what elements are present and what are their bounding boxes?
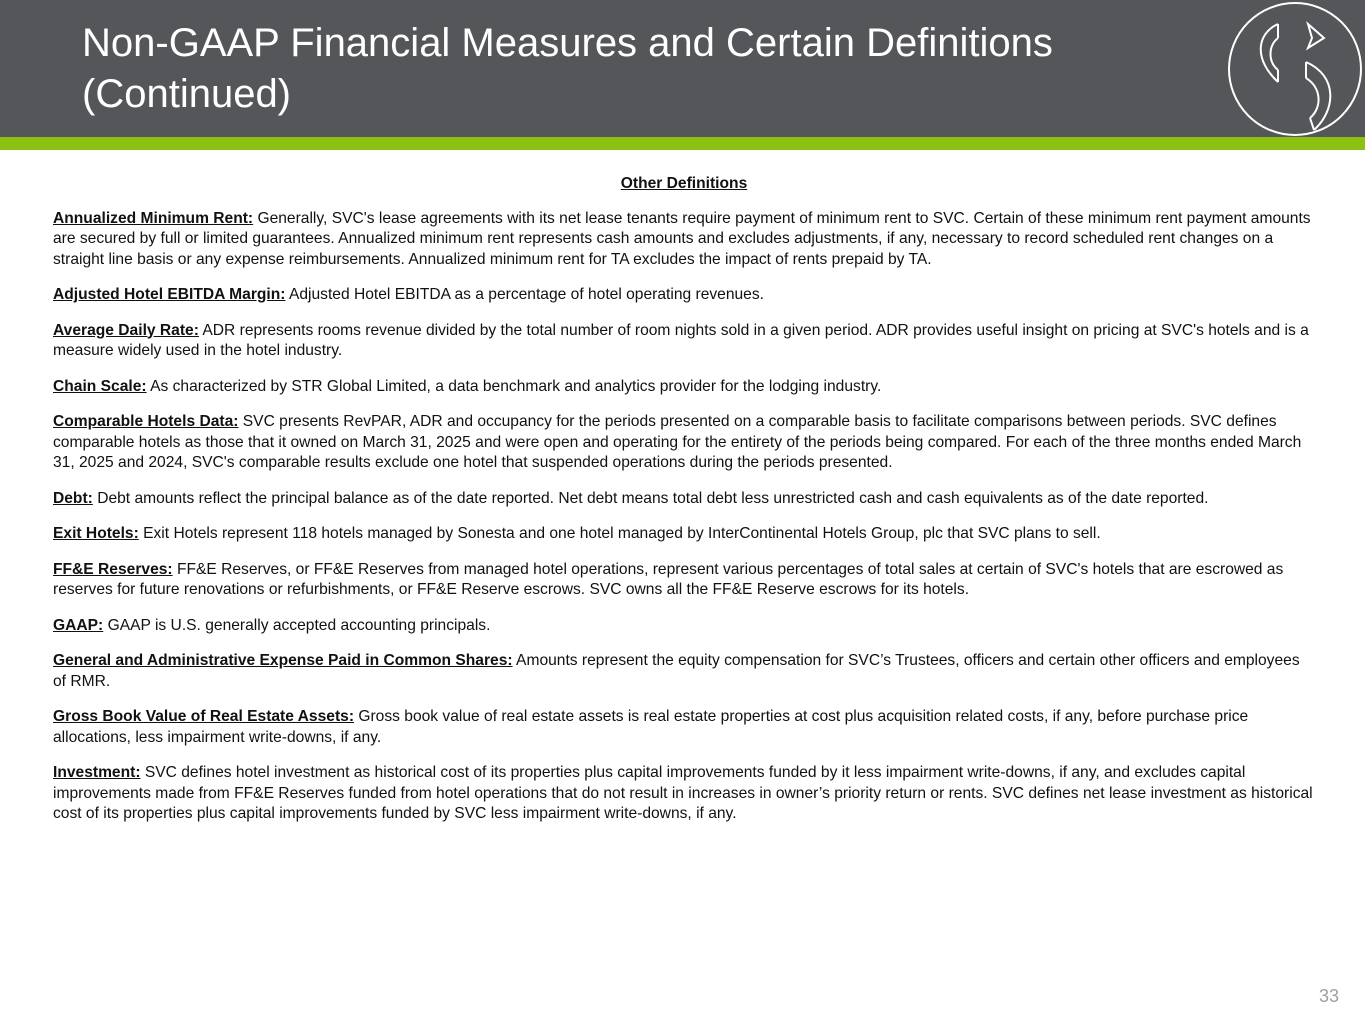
page-title: Non-GAAP Financial Measures and Certain Definitions (Continued) [82,21,1053,116]
definition-text: Generally, SVC's lease agreements with its net lease tenants require payment of minimum rent to SVC. Certain of these minimum rent payment amounts are secured by full or limited guarantees. Annualized minimum rent represents cash amounts and excludes adjustments, if any, necessary to record scheduled rent changes on a straight line basis or any expense reimbursements. Annualized minimum rent for TA excludes the impact of rents prepaid by TA. [53,209,1311,268]
definition-term: FF&E Reserves: [53,560,173,578]
definition-text: GAAP is U.S. generally accepted accounting principals. [103,616,491,634]
definition-text: ADR represents rooms revenue divided by the total number of room nights sold in a given period. ADR provides useful insight on pricing at SVC's hotels and is a measure widely used in the hotel industry. [53,321,1309,359]
definition-term: Investment: [53,764,141,781]
definition-debt [53,489,1315,510]
definition-term: General and Administrative Expense Paid in Common Shares: [53,652,513,669]
definitions-content [53,174,1315,840]
definition-average-daily-rate [53,321,1315,362]
definition-exit-hotels [53,524,1315,545]
definition-ffe-reserves [53,560,1315,601]
definition-term: Debt: [53,489,93,507]
definition-investment [53,763,1315,825]
svc-s-logo-icon [1226,0,1365,137]
definition-text: As characterized by STR Global Limited, a data benchmark and analytics provider for the lodging industry. [146,377,882,395]
definition-adjusted-hotel-ebitda-margin [53,285,1315,306]
definition-gaap [53,616,1315,637]
page-number: 33 [1318,986,1339,1006]
definition-term: GAAP: [53,616,104,634]
definition-text: SVC presents RevPAR, ADR and occupancy for the periods presented on a comparable basis to facilitate comparisons between periods. SVC defines comparable hotels as those that it owned on March 31, 2025 and were open and operating for the entirety of the periods being compared. For each of the three months ended March 31, 2025 and 2024, SVC's comparable results exclude one hotel that suspended operations during the periods presented. [53,413,1302,471]
definition-text: SVC defines hotel investment as historical cost of its properties plus capital improvements funded by it less impairment write-downs, if any, and excludes capital improvements made from FF&E Reserves funded from hotel operations that do not result in increases in owner’s priority return or rents. SVC defines net lease investment as historical cost of its properties plus capital improvements funded by SVC less impairment write-downs, if any. [53,764,1313,822]
definition-text: Gross book value of real estate assets is real estate properties at cost plus acquisition related costs, if any, before purchase price allocations, less impairment write-downs, if any. [53,708,1249,746]
definition-text: Exit Hotels represent 118 hotels managed by Sonesta and one hotel managed by InterContinental Hotels Group, plc that SVC plans to sell. [138,525,1101,542]
definition-term: Comparable Hotels Data: [53,413,239,430]
definition-text: Debt amounts reflect the principal balance as of the date reported. Net debt means total debt less unrestricted cash and cash equivalents as of the date reported. [92,489,1209,507]
definition-text: FF&E Reserves, or FF&E Reserves from managed hotel operations, represent various percentages of total sales at certain of SVC's hotels that are escrowed as reserves for future renovations or refurbishments, or FF&E Reserve escrows. SVC owns all the FF&E Reserve escrows for its hotels. [53,560,1284,598]
definition-text: Amounts represent the equity compensation for SVC’s Trustees, officers and certain other officers and employees of RMR. [53,652,1300,690]
definition-comparable-hotels-data [53,412,1315,474]
definition-term: Annualized Minimum Rent: [53,209,254,227]
definition-gross-book-value [53,707,1315,748]
section-heading: Other Definitions [620,175,748,192]
definition-ga-expense-common-shares [53,651,1315,692]
definition-term: Chain Scale: [53,377,147,395]
definition-term: Adjusted Hotel EBITDA Margin: [53,286,286,303]
definition-term: Average Daily Rate: [53,321,199,339]
definition-chain-scale [53,377,1315,398]
definition-term: Gross Book Value of Real Estate Assets: [53,708,355,725]
page-header [0,0,1365,137]
definition-annualized-minimum-rent [53,209,1315,271]
definition-term: Exit Hotels: [53,525,139,542]
accent-bar [0,137,1365,150]
definition-text: Adjusted Hotel EBITDA as a percentage of hotel operating revenues. [285,286,764,303]
